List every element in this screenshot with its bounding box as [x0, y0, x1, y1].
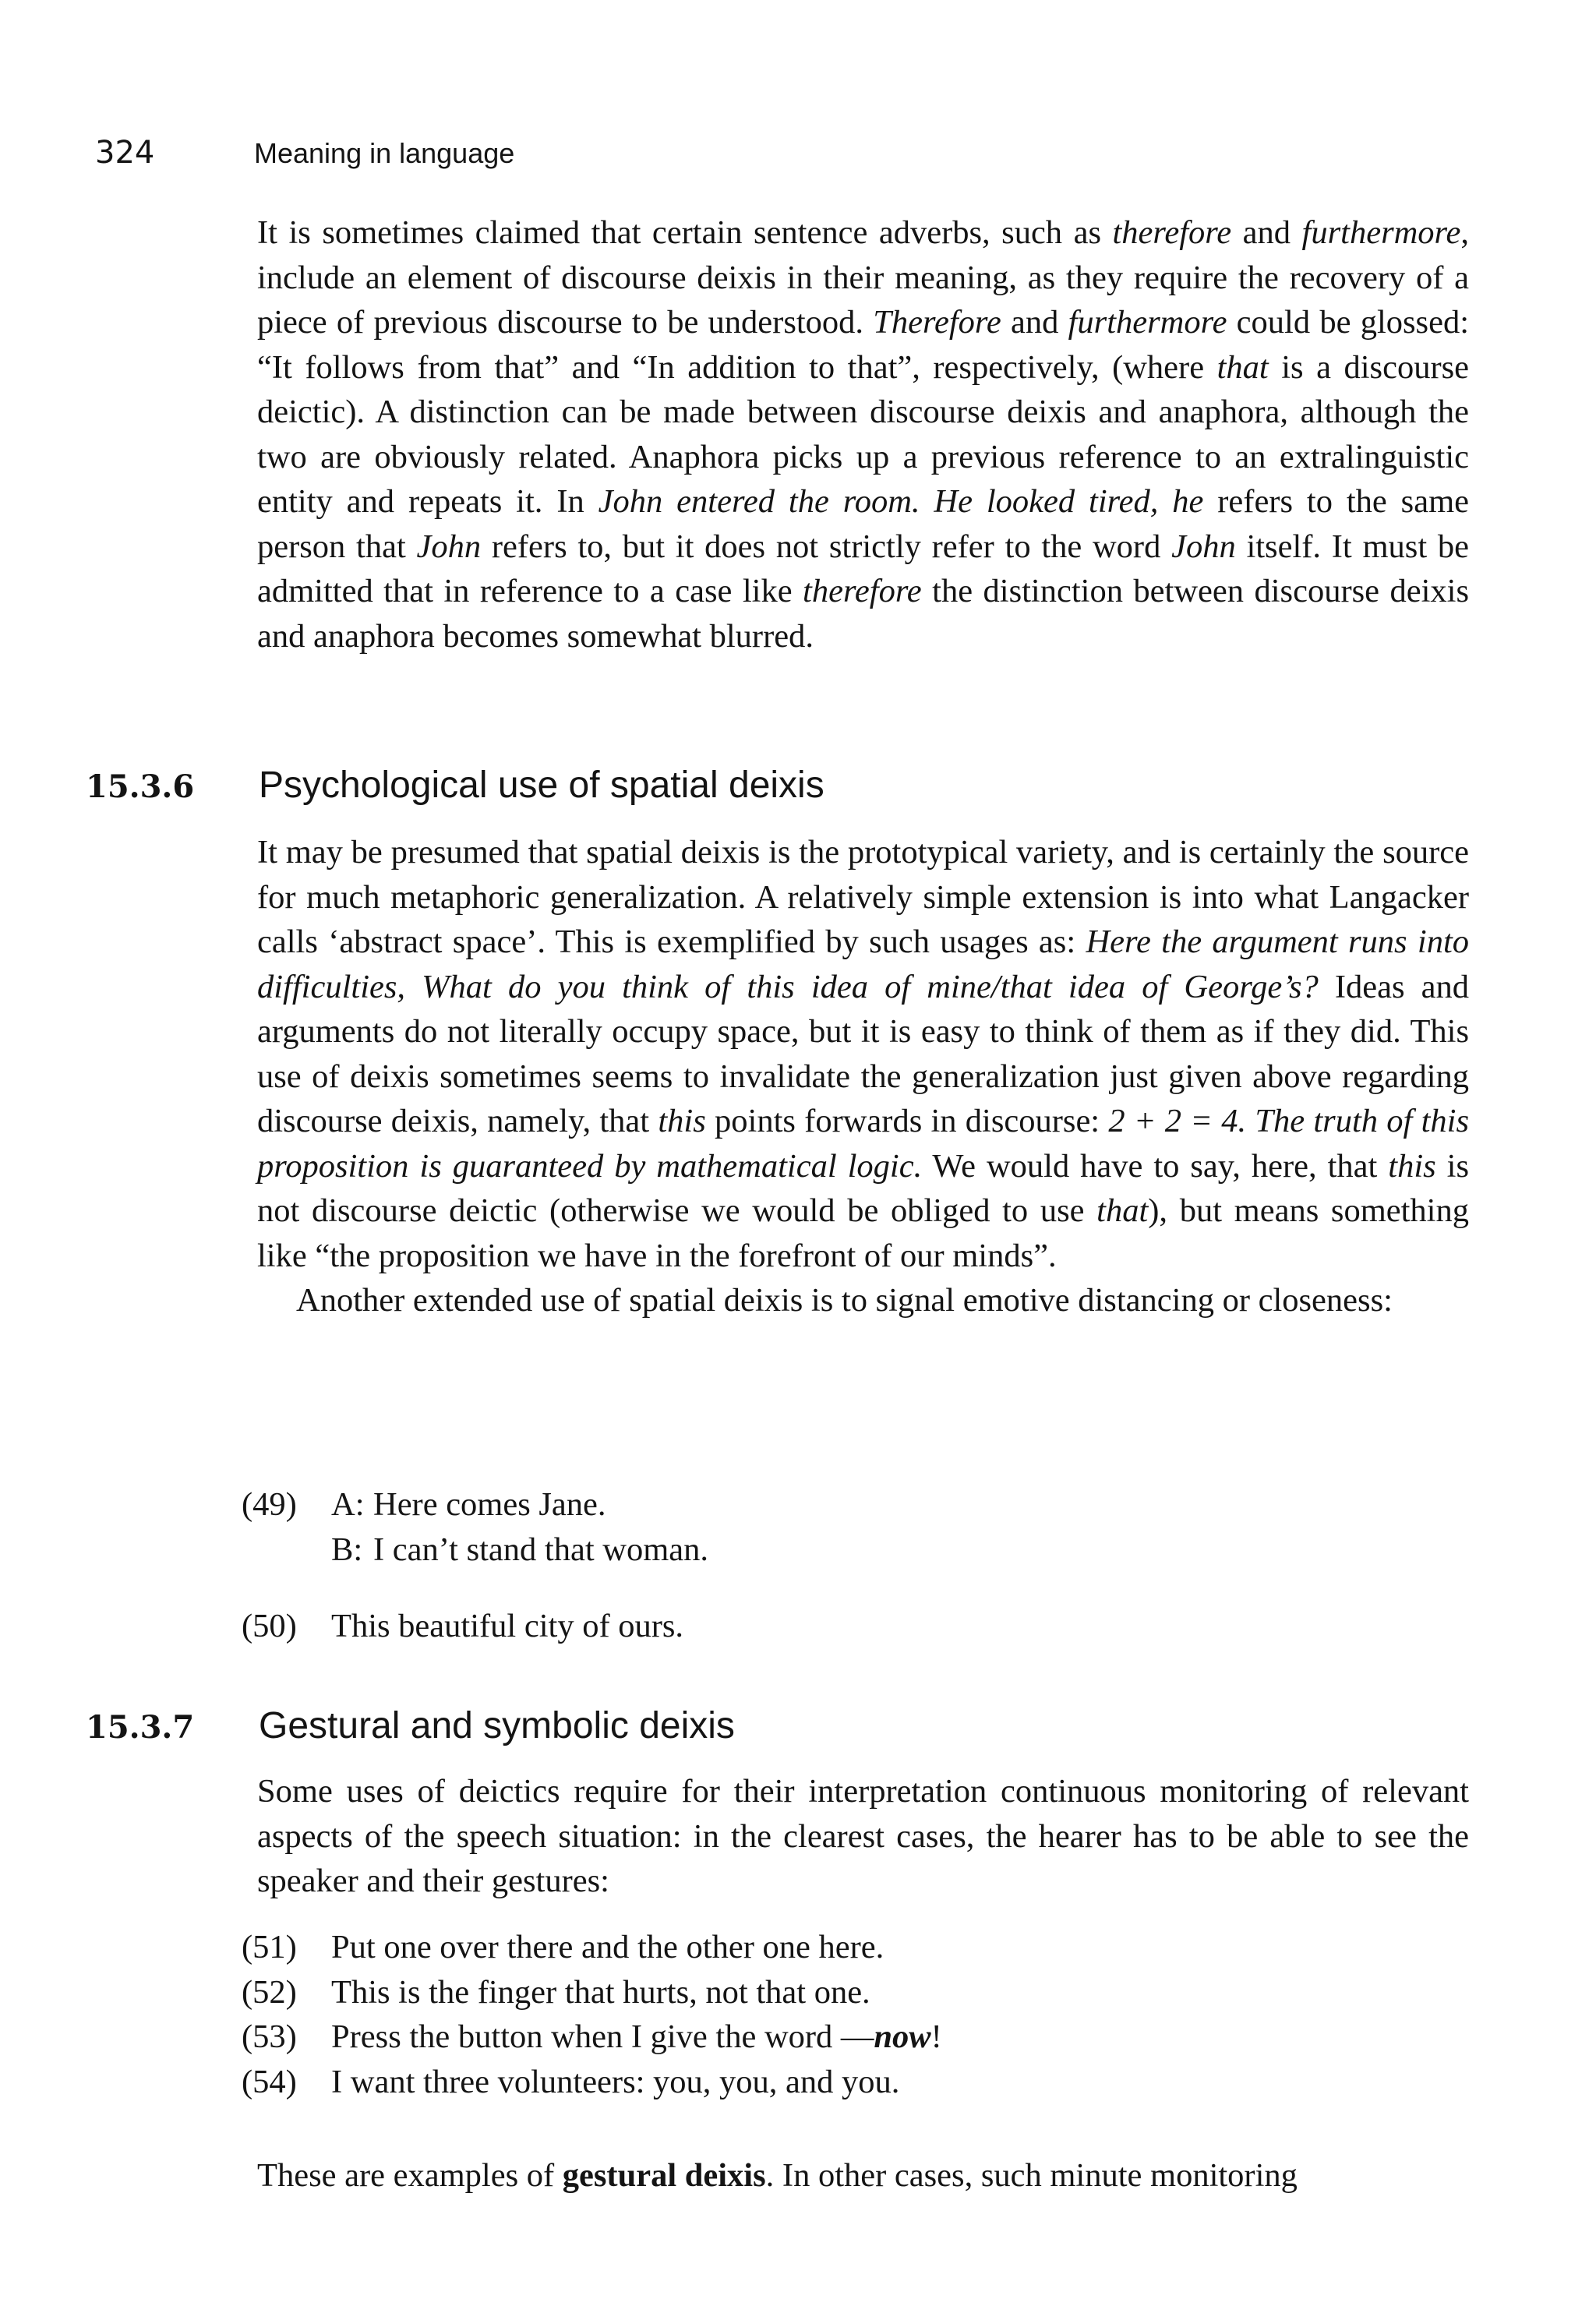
example-51: (51) Put one over there and the other one here.	[242, 1929, 885, 1965]
example-53: (53) Press the button when I give the word —now!	[242, 2018, 942, 2055]
section-title: Psychological use of spatial deixis	[259, 765, 824, 806]
section-number: 15.3.6	[86, 768, 195, 805]
section-number: 15.3.7	[86, 1709, 195, 1746]
example-50: (50) This beautiful city of ours.	[242, 1608, 684, 1644]
section-heading-15-3-6	[86, 762, 824, 809]
running-header	[95, 129, 514, 176]
example-52: (52) This is the finger that hurts, not that one.	[242, 1973, 870, 2011]
paragraph-gestural-deixis: These are examples of gestural deixis. In other cases, such minute monitoring	[257, 2157, 1298, 2194]
example-54: (54) I want three volunteers: you, you, and you.	[242, 2063, 900, 2100]
page-number: 324	[95, 135, 155, 171]
paragraph-emotive-distancing: Another extended use of spatial deixis is to signal emotive distancing or closeness:	[296, 1282, 1393, 1319]
paragraph-gestural-monitoring: Some uses of deictics require for their interpretation continuous monitoring of relevant aspects of the speech situation: in the clearest cases, the hearer has to be able to see the speaker and their gestures:	[257, 1773, 1469, 1899]
paragraph-psychological-deixis: It may be presumed that spatial deixis is the prototypical variety, and is certainly the source for much metaphoric generalization. A relatively simple extension is into what Langacker calls ‘abstract space’. This is exemplified by such usages as: Here the argument runs into difficulties, What do you think of this idea of mine/that idea of George’s? Ideas and arguments do not literally occupy space, but it is easy to think of them as if they did. This use of deixis sometimes seems to invalidate the generalization just given above regarding discourse deixis, namely, that this points forwards in discourse: 2 + 2 = 4. The truth of this proposition is guaranteed by mathematical logic. We would have to say, here, that this is not discourse deictic (otherwise we would be obliged to use that), but means something like “the proposition we have in the forefront of our minds”. Another extended use of spatial deixis is to signal emotive distancing or closeness:	[257, 830, 1469, 1323]
running-title: Meaning in language	[254, 137, 515, 169]
examples-51-54	[242, 1925, 942, 2104]
example-49: (49) A: Here comes Jane. B: I can’t stand that woman.	[242, 1486, 709, 1568]
paragraph-discourse-deixis-adverbs: It is sometimes claimed that certain sentence adverbs, such as therefore and furthermore, include an element of discourse deixis in their meaning, as they require the recovery of a piece of previous discourse to be understood. Therefore and furthermore could be glossed: “It follows from that” and “In addition to that”, respectively, (where that is a discourse deictic). A distinction can be made between discourse deixis and anaphora, although the two are obviously related. Anaphora picks up a previous reference to an extralinguistic entity and repeats it. In John entered the room. He looked tired, he refers to the same person that John refers to, but it does not strictly refer to the word John itself. It must be admitted that in reference to a case like therefore the distinction between discourse deixis and anaphora becomes somewhat blurred.	[257, 214, 1470, 655]
section-title: Gestural and symbolic deixis	[259, 1705, 735, 1746]
section-heading-15-3-7	[86, 1703, 735, 1750]
